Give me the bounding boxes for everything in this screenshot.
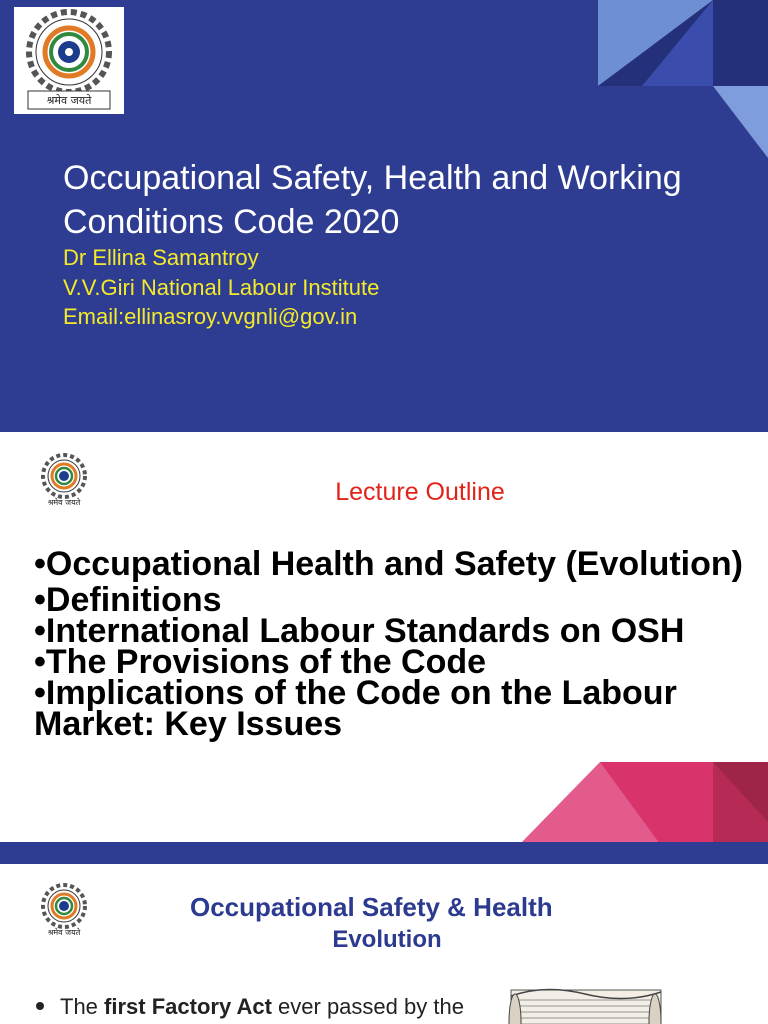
- scroll-illustration: [505, 982, 665, 1024]
- presenter-name: Dr Ellina Samantroy: [63, 245, 259, 270]
- outline-list: [34, 544, 754, 743]
- presentation-title: [63, 156, 753, 244]
- bullet-emphasis: first Factory Act: [104, 994, 272, 1019]
- institute-logo: [14, 7, 124, 114]
- outline-heading: Lecture Outline: [335, 478, 505, 506]
- outline-item-2: •Definitions: [34, 581, 222, 619]
- section-subtitle: Evolution: [332, 926, 442, 953]
- title-slide: [0, 0, 768, 432]
- outline-item-4: •The Provisions of the Code: [34, 643, 487, 681]
- title-line-1: Occupational Safety, Health and Working: [63, 159, 682, 197]
- outline-item-1: •Occupational Health and Safety (Evolution): [34, 545, 743, 583]
- outline-item-5: •Implications of the Code on the Labour Market: Key Issues: [34, 674, 677, 743]
- slide-divider: [0, 842, 768, 864]
- evolution-slide: [0, 864, 768, 1024]
- bullet-icon: [36, 1002, 44, 1010]
- outline-item-3: •International Labour Standards on OSH: [34, 612, 685, 650]
- presenter-email: Email:ellinasroy.vvgnli@gov.in: [63, 304, 358, 329]
- emblem-motto: श्रमेव जयते: [47, 928, 81, 937]
- title-line-2: Conditions Code 2020: [63, 203, 400, 241]
- presenter-institute: V.V.Giri National Labour Institute: [63, 274, 380, 300]
- section-title: Occupational Safety & Health: [190, 892, 553, 922]
- emblem-motto: श्रमेव जयते: [46, 94, 92, 107]
- bullet-item: The first Factory Act ever passed by the: [36, 994, 464, 1020]
- presenter-info: [63, 243, 379, 332]
- outline-slide: [0, 432, 768, 842]
- emblem-motto: श्रमेव जयते: [47, 498, 81, 507]
